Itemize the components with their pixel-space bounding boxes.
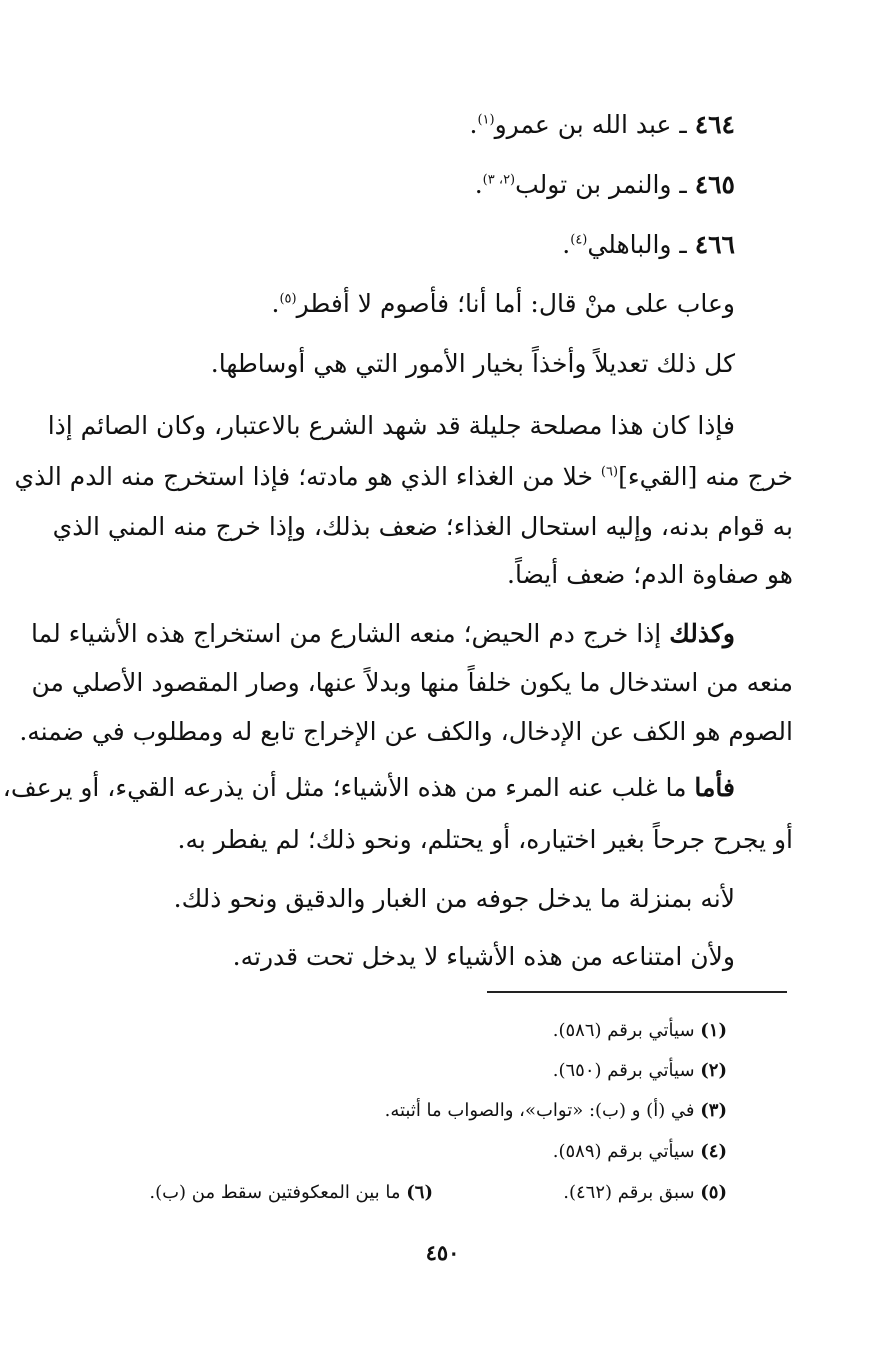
para2-line-1	[31, 617, 735, 651]
page-number: ٤٥٠	[425, 1240, 460, 1265]
footnote-ref: (٢، ٣)	[482, 172, 516, 188]
para3-line-1	[2, 771, 735, 805]
footnote-text: في (أ) و (ب): «تواب»، والصواب ما أثبته.	[384, 1100, 701, 1121]
footnote-ref: (١)	[477, 112, 495, 128]
footnote-text: سبق برقم (٤٦٢).	[563, 1182, 701, 1203]
entry-text: ـ عبد الله بن عمرو	[494, 110, 687, 139]
para1-line-2	[14, 460, 793, 494]
para2-lead: وكذلك	[669, 619, 735, 648]
footnote-5	[563, 1180, 727, 1206]
entry-number: ٤٦٦	[694, 230, 735, 259]
footnote-ref: (٤)	[570, 232, 588, 248]
entry-466	[562, 228, 735, 262]
footnote-text: سيأتي برقم (٥٨٦).	[552, 1020, 701, 1041]
entry-number: ٤٦٤	[694, 110, 735, 139]
intro-line-2: كل ذلك تعديلاً وأخذاً بخيار الأمور التي هي أوساطها.	[210, 349, 735, 378]
footnote-ref: (٦)	[600, 464, 619, 480]
footnote-number: (٢)	[700, 1060, 727, 1081]
para3-line-2: أو يجرح جرحاً بغير اختياره، أو يحتلم، ونحو ذلك؛ لم يفطر به.	[177, 825, 793, 854]
footnote-3	[385, 1098, 727, 1124]
footnote-number: (٥)	[700, 1182, 727, 1203]
entry-text: ـ والباهلي	[587, 230, 687, 259]
para2-line-3: الصوم هو الكف عن الإدخال، والكف عن الإخراج تابع له ومطلوب في ضمنه.	[19, 717, 793, 746]
footnote-number: (١)	[700, 1020, 727, 1041]
entry-end: .	[469, 110, 478, 139]
para2-line-2: منعه من استدخال ما يكون خلفاً منها وبدلاً عنها، وصار المقصود الأصلي من	[31, 668, 793, 697]
footnote-ref: (٥)	[279, 291, 297, 307]
footnote-4	[553, 1139, 727, 1165]
para3-rest: ما غلب عنه المرء من هذه الأشياء؛ مثل أن يذرعه القيء، أو يرعف،	[2, 773, 695, 802]
para1-line-1: فإذا كان هذا مصلحة جليلة قد شهد الشرع بالاعتبار، وكان الصائم إذا	[47, 411, 735, 440]
para1-text-a: خرج منه [القيء]	[618, 462, 793, 491]
para3-lead: فأما	[694, 773, 735, 802]
entry-end: .	[474, 170, 483, 199]
entry-end: .	[562, 230, 571, 259]
intro-text: وعاب على منْ قال: أما أنا؛ فأصوم لا أفطر	[296, 289, 735, 318]
footnote-text: ما بين المعكوفتين سقط من (ب).	[149, 1182, 407, 1203]
entry-464	[469, 108, 735, 142]
footnote-text: سيأتي برقم (٥٨٩).	[552, 1141, 701, 1162]
entry-text: ـ والنمر بن تولب	[515, 170, 687, 199]
intro-line-1	[272, 287, 736, 321]
footnote-6	[149, 1180, 433, 1206]
para2-rest: إذا خرج دم الحيض؛ منعه الشارع من استخراج هذه الأشياء لما	[31, 619, 670, 648]
footnote-number: (٣)	[700, 1100, 727, 1121]
entry-number: ٤٦٥	[694, 170, 735, 199]
para1-text-b: خلا من الغذاء الذي هو مادته؛ فإذا استخرج منه الدم الذي	[14, 462, 601, 491]
footnote-separator	[487, 991, 787, 993]
entry-465	[475, 168, 735, 202]
para1-line-3: به قوام بدنه، وإليه استحال الغذاء؛ ضعف بذلك، وإذا خرج منه المني الذي	[52, 512, 793, 541]
footnote-number: (٦)	[406, 1182, 433, 1203]
footnote-2	[553, 1058, 727, 1084]
footnote-number: (٤)	[700, 1141, 727, 1162]
reason-line-1: لأنه بمنزلة ما يدخل جوفه من الغبار والدقيق ونحو ذلك.	[173, 884, 735, 913]
reason-line-2: ولأن امتناعه من هذه الأشياء لا يدخل تحت قدرته.	[232, 942, 735, 971]
intro-end: .	[271, 289, 280, 318]
footnote-1	[553, 1018, 727, 1044]
para1-line-4: هو صفاوة الدم؛ ضعف أيضاً.	[507, 560, 793, 589]
footnote-text: سيأتي برقم (٦٥٠).	[552, 1060, 701, 1081]
